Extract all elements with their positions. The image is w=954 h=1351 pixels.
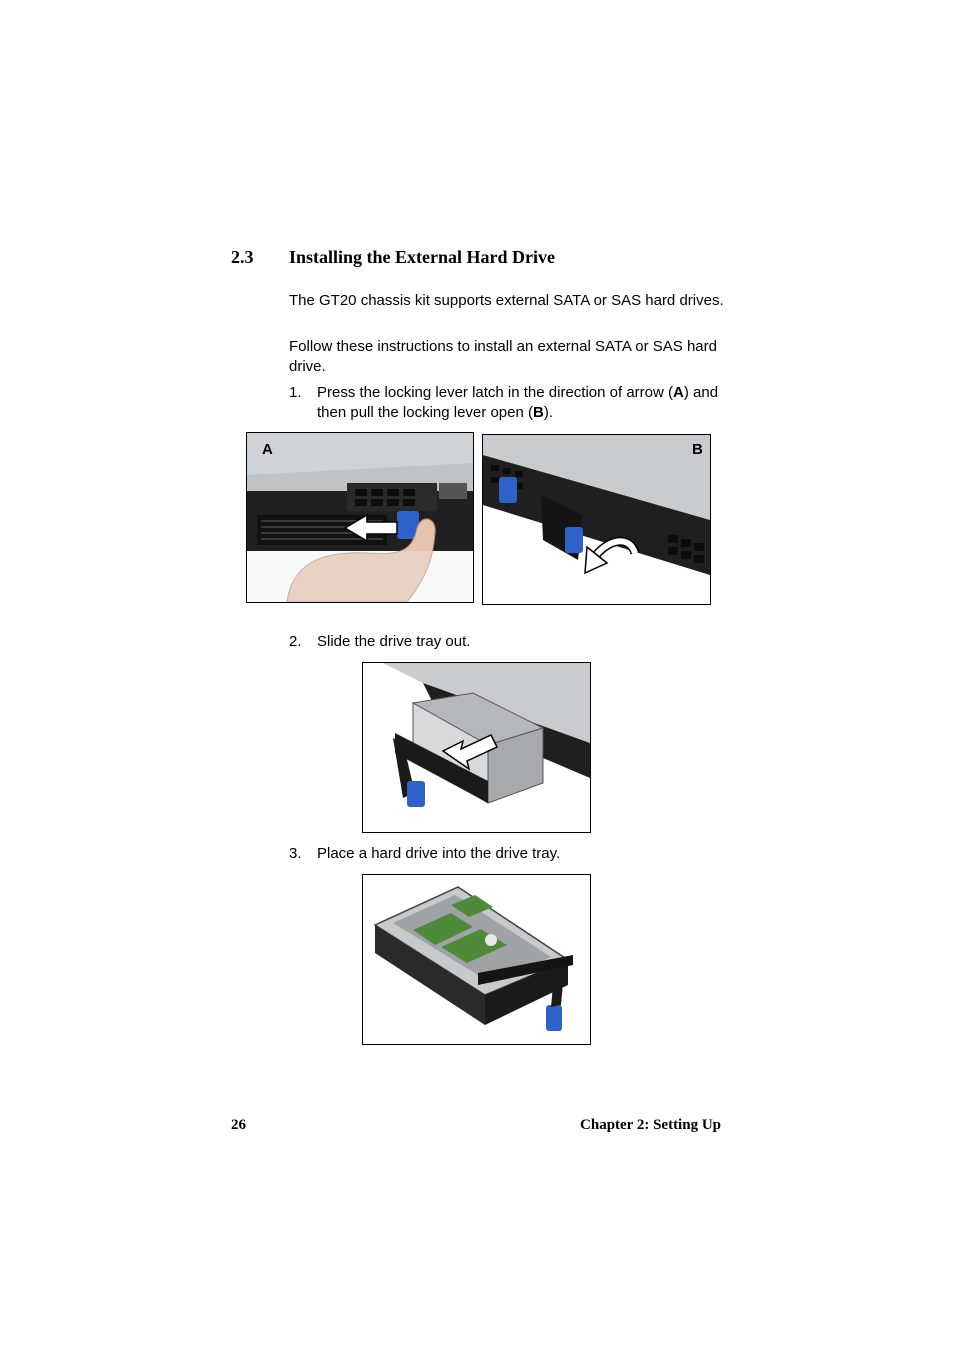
- step-2-number: 2.: [289, 633, 302, 650]
- figure-place-drive: [362, 874, 591, 1045]
- chapter-title: Chapter 2: Setting Up: [580, 1117, 721, 1133]
- section-title: Installing the External Hard Drive: [289, 247, 555, 267]
- intro-paragraph: The GT20 chassis kit supports external SATA or SAS hard drives.: [289, 292, 724, 309]
- instructions-paragraph: Follow these instructions to install an external SATA or SAS hard drive.: [289, 338, 717, 375]
- figure-b-open-lever: [482, 434, 711, 605]
- figure-a-press-latch: [246, 432, 474, 603]
- step-2-text: Slide the drive tray out.: [317, 633, 471, 650]
- page-number: 26: [231, 1117, 246, 1133]
- figure-b-label: B: [692, 441, 703, 458]
- step-1-number: 1.: [289, 384, 302, 401]
- step-1-text: Press the locking lever latch in the direction of arrow (A) and then pull the locking lever open (B).: [317, 384, 719, 421]
- figure-slide-tray-out: [362, 662, 591, 833]
- step-3-text: Place a hard drive into the drive tray.: [317, 845, 561, 862]
- section-number: 2.3: [231, 247, 254, 267]
- figure-a-label: A: [262, 441, 273, 458]
- step-3-number: 3.: [289, 845, 302, 862]
